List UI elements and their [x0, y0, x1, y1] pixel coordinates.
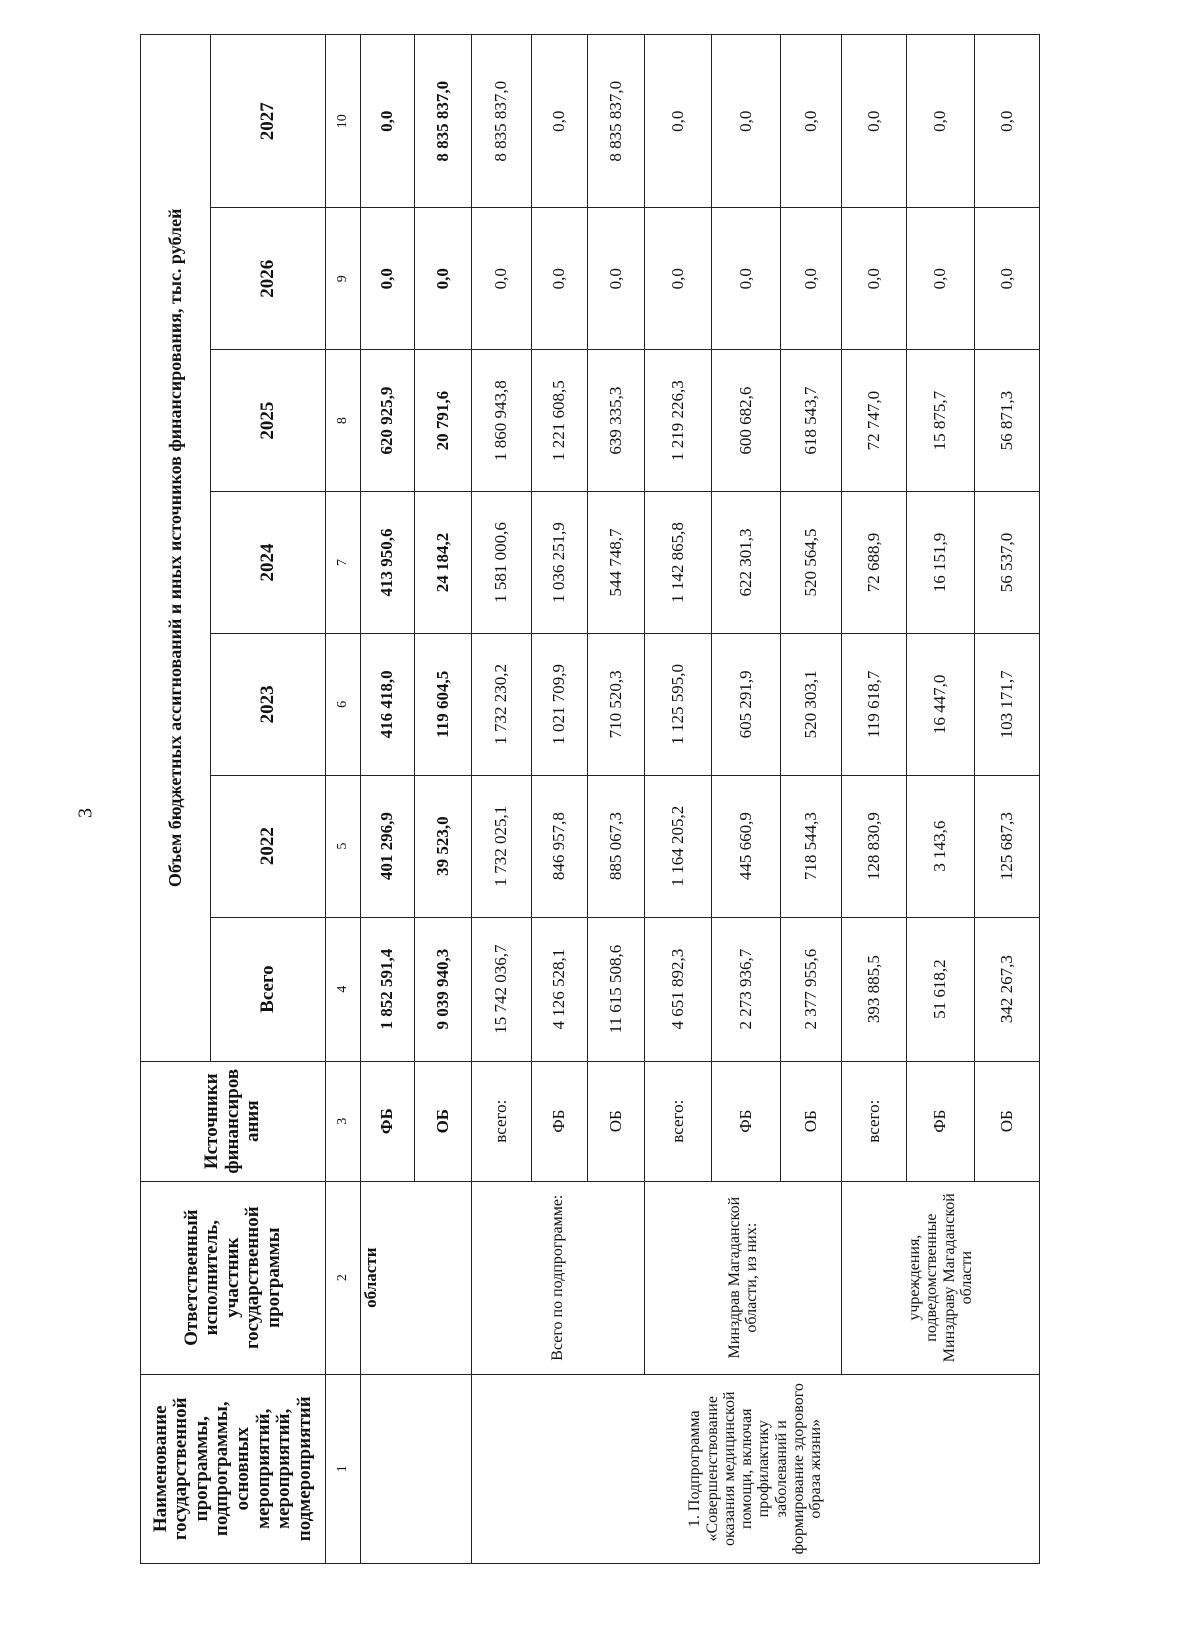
value-cell: 342 267,3 — [974, 917, 1039, 1061]
value-cell: 520 564,5 — [781, 492, 842, 634]
value-cell: 0,0 — [907, 208, 974, 350]
value-cell: 544 748,7 — [588, 492, 644, 634]
column-number: 8 — [326, 350, 361, 492]
value-cell: 16 447,0 — [907, 633, 974, 775]
value-cell: 103 171,7 — [974, 633, 1039, 775]
value-cell: 710 520,3 — [588, 633, 644, 775]
header-source: Источники финансиров ания — [141, 1061, 326, 1181]
value-cell: 0,0 — [415, 208, 471, 350]
value-cell: 639 335,3 — [588, 350, 644, 492]
value-cell: 0,0 — [531, 208, 587, 350]
source-cell: ОБ — [415, 1061, 471, 1181]
value-cell: 1 852 591,4 — [361, 917, 415, 1061]
value-cell: 0,0 — [711, 35, 781, 208]
value-cell: 1 581 000,6 — [471, 492, 531, 634]
value-cell: 885 067,3 — [588, 775, 644, 917]
header-year: 2024 — [211, 492, 326, 634]
value-cell: 1 732 025,1 — [471, 775, 531, 917]
header-year: 2027 — [211, 35, 326, 208]
column-number: 6 — [326, 633, 361, 775]
executor-cell: области — [361, 1181, 472, 1374]
header-year: 2025 — [211, 350, 326, 492]
value-cell: 1 142 865,8 — [644, 492, 711, 634]
column-number: 5 — [326, 775, 361, 917]
value-cell: 413 950,6 — [361, 492, 415, 634]
value-cell: 16 151,9 — [907, 492, 974, 634]
executor-cell: учреждения, подведомственные Минздраву Магаданской области — [842, 1181, 1040, 1374]
value-cell: 0,0 — [781, 35, 842, 208]
table-row — [361, 35, 415, 1564]
source-cell: ОБ — [781, 1061, 842, 1181]
table-row — [471, 35, 531, 1564]
value-cell: 20 791,6 — [415, 350, 471, 492]
value-cell: 846 957,8 — [531, 775, 587, 917]
column-number: 10 — [326, 35, 361, 208]
value-cell: 416 418,0 — [361, 633, 415, 775]
value-cell: 1 036 251,9 — [531, 492, 587, 634]
column-number: 4 — [326, 917, 361, 1061]
value-cell: 0,0 — [361, 208, 415, 350]
value-cell: 119 604,5 — [415, 633, 471, 775]
source-cell: ОБ — [974, 1061, 1039, 1181]
value-cell: 1 021 709,9 — [531, 633, 587, 775]
value-cell: 445 660,9 — [711, 775, 781, 917]
value-cell: 401 296,9 — [361, 775, 415, 917]
value-cell: 0,0 — [974, 208, 1039, 350]
value-cell: 605 291,9 — [711, 633, 781, 775]
value-cell: 1 219 226,3 — [644, 350, 711, 492]
column-number: 1 — [326, 1374, 361, 1563]
value-cell: 39 523,0 — [415, 775, 471, 917]
table-row — [644, 35, 711, 1564]
value-cell: 718 544,3 — [781, 775, 842, 917]
value-cell: 0,0 — [531, 35, 587, 208]
source-cell: всего: — [471, 1061, 531, 1181]
value-cell: 1 125 595,0 — [644, 633, 711, 775]
table-row — [842, 35, 907, 1564]
value-cell: 0,0 — [842, 35, 907, 208]
column-number: 7 — [326, 492, 361, 634]
value-cell: 4 126 528,1 — [531, 917, 587, 1061]
source-cell: ФБ — [711, 1061, 781, 1181]
value-cell: 119 618,7 — [842, 633, 907, 775]
page-number: 3 — [74, 808, 97, 818]
header-year: 2026 — [211, 208, 326, 350]
value-cell: 0,0 — [471, 208, 531, 350]
value-cell: 1 860 943,8 — [471, 350, 531, 492]
value-cell: 4 651 892,3 — [644, 917, 711, 1061]
value-cell: 1 732 230,2 — [471, 633, 531, 775]
value-cell: 8 835 837,0 — [471, 35, 531, 208]
funding-table — [140, 34, 1040, 1564]
header-executor: Ответственный исполнитель, участник государственной программы — [141, 1181, 326, 1374]
executor-cell: Всего по подпрограмме: — [471, 1181, 644, 1374]
value-cell: 620 925,9 — [361, 350, 415, 492]
source-cell: всего: — [644, 1061, 711, 1181]
value-cell: 56 537,0 — [974, 492, 1039, 634]
header-name: Наименование государственной программы, подпрограммы, основных мероприятий, мероприятий, подмероприятий — [141, 1374, 326, 1563]
source-cell: ФБ — [531, 1061, 587, 1181]
column-number: 3 — [326, 1061, 361, 1181]
column-number: 9 — [326, 208, 361, 350]
value-cell: 2 273 936,7 — [711, 917, 781, 1061]
value-cell: 600 682,6 — [711, 350, 781, 492]
value-cell: 24 184,2 — [415, 492, 471, 634]
value-cell: 0,0 — [588, 208, 644, 350]
value-cell: 0,0 — [711, 208, 781, 350]
header-funding-title: Объем бюджетных ассигнований и иных источников финансирования, тыс. рублей — [141, 35, 211, 1062]
value-cell: 125 687,3 — [974, 775, 1039, 917]
value-cell: 8 835 837,0 — [588, 35, 644, 208]
value-cell: 0,0 — [361, 35, 415, 208]
header-year: 2022 — [211, 775, 326, 917]
source-cell: всего: — [842, 1061, 907, 1181]
value-cell: 8 835 837,0 — [415, 35, 471, 208]
value-cell: 128 830,9 — [842, 775, 907, 917]
value-cell: 2 377 955,6 — [781, 917, 842, 1061]
value-cell: 3 143,6 — [907, 775, 974, 917]
rotated-table-wrapper — [140, 34, 1040, 1564]
value-cell: 56 871,3 — [974, 350, 1039, 492]
value-cell: 0,0 — [781, 208, 842, 350]
value-cell: 15 742 036,7 — [471, 917, 531, 1061]
header-year: Всего — [211, 917, 326, 1061]
value-cell: 0,0 — [974, 35, 1039, 208]
source-cell: ФБ — [907, 1061, 974, 1181]
value-cell: 520 303,1 — [781, 633, 842, 775]
header-year: 2023 — [211, 633, 326, 775]
value-cell: 0,0 — [842, 208, 907, 350]
value-cell: 1 164 205,2 — [644, 775, 711, 917]
value-cell: 0,0 — [907, 35, 974, 208]
value-cell: 51 618,2 — [907, 917, 974, 1061]
source-cell: ФБ — [361, 1061, 415, 1181]
value-cell: 15 875,7 — [907, 350, 974, 492]
value-cell: 0,0 — [644, 208, 711, 350]
value-cell: 72 688,9 — [842, 492, 907, 634]
value-cell: 1 221 608,5 — [531, 350, 587, 492]
value-cell: 622 301,3 — [711, 492, 781, 634]
value-cell: 393 885,5 — [842, 917, 907, 1061]
value-cell: 618 543,7 — [781, 350, 842, 492]
value-cell: 72 747,0 — [842, 350, 907, 492]
value-cell: 9 039 940,3 — [415, 917, 471, 1061]
executor-cell: Минздрав Магаданской области, из них: — [644, 1181, 842, 1374]
subprogram-name-cell: 1. Подпрограмма «Совершенствование оказания медицинской помощи, включая профилактику заболеваний и формирование здорового образа жизни» — [471, 1374, 1039, 1563]
value-cell: 11 615 508,6 — [588, 917, 644, 1061]
source-cell: ОБ — [588, 1061, 644, 1181]
value-cell: 0,0 — [644, 35, 711, 208]
name-cell-empty — [361, 1374, 472, 1563]
column-number: 2 — [326, 1181, 361, 1374]
